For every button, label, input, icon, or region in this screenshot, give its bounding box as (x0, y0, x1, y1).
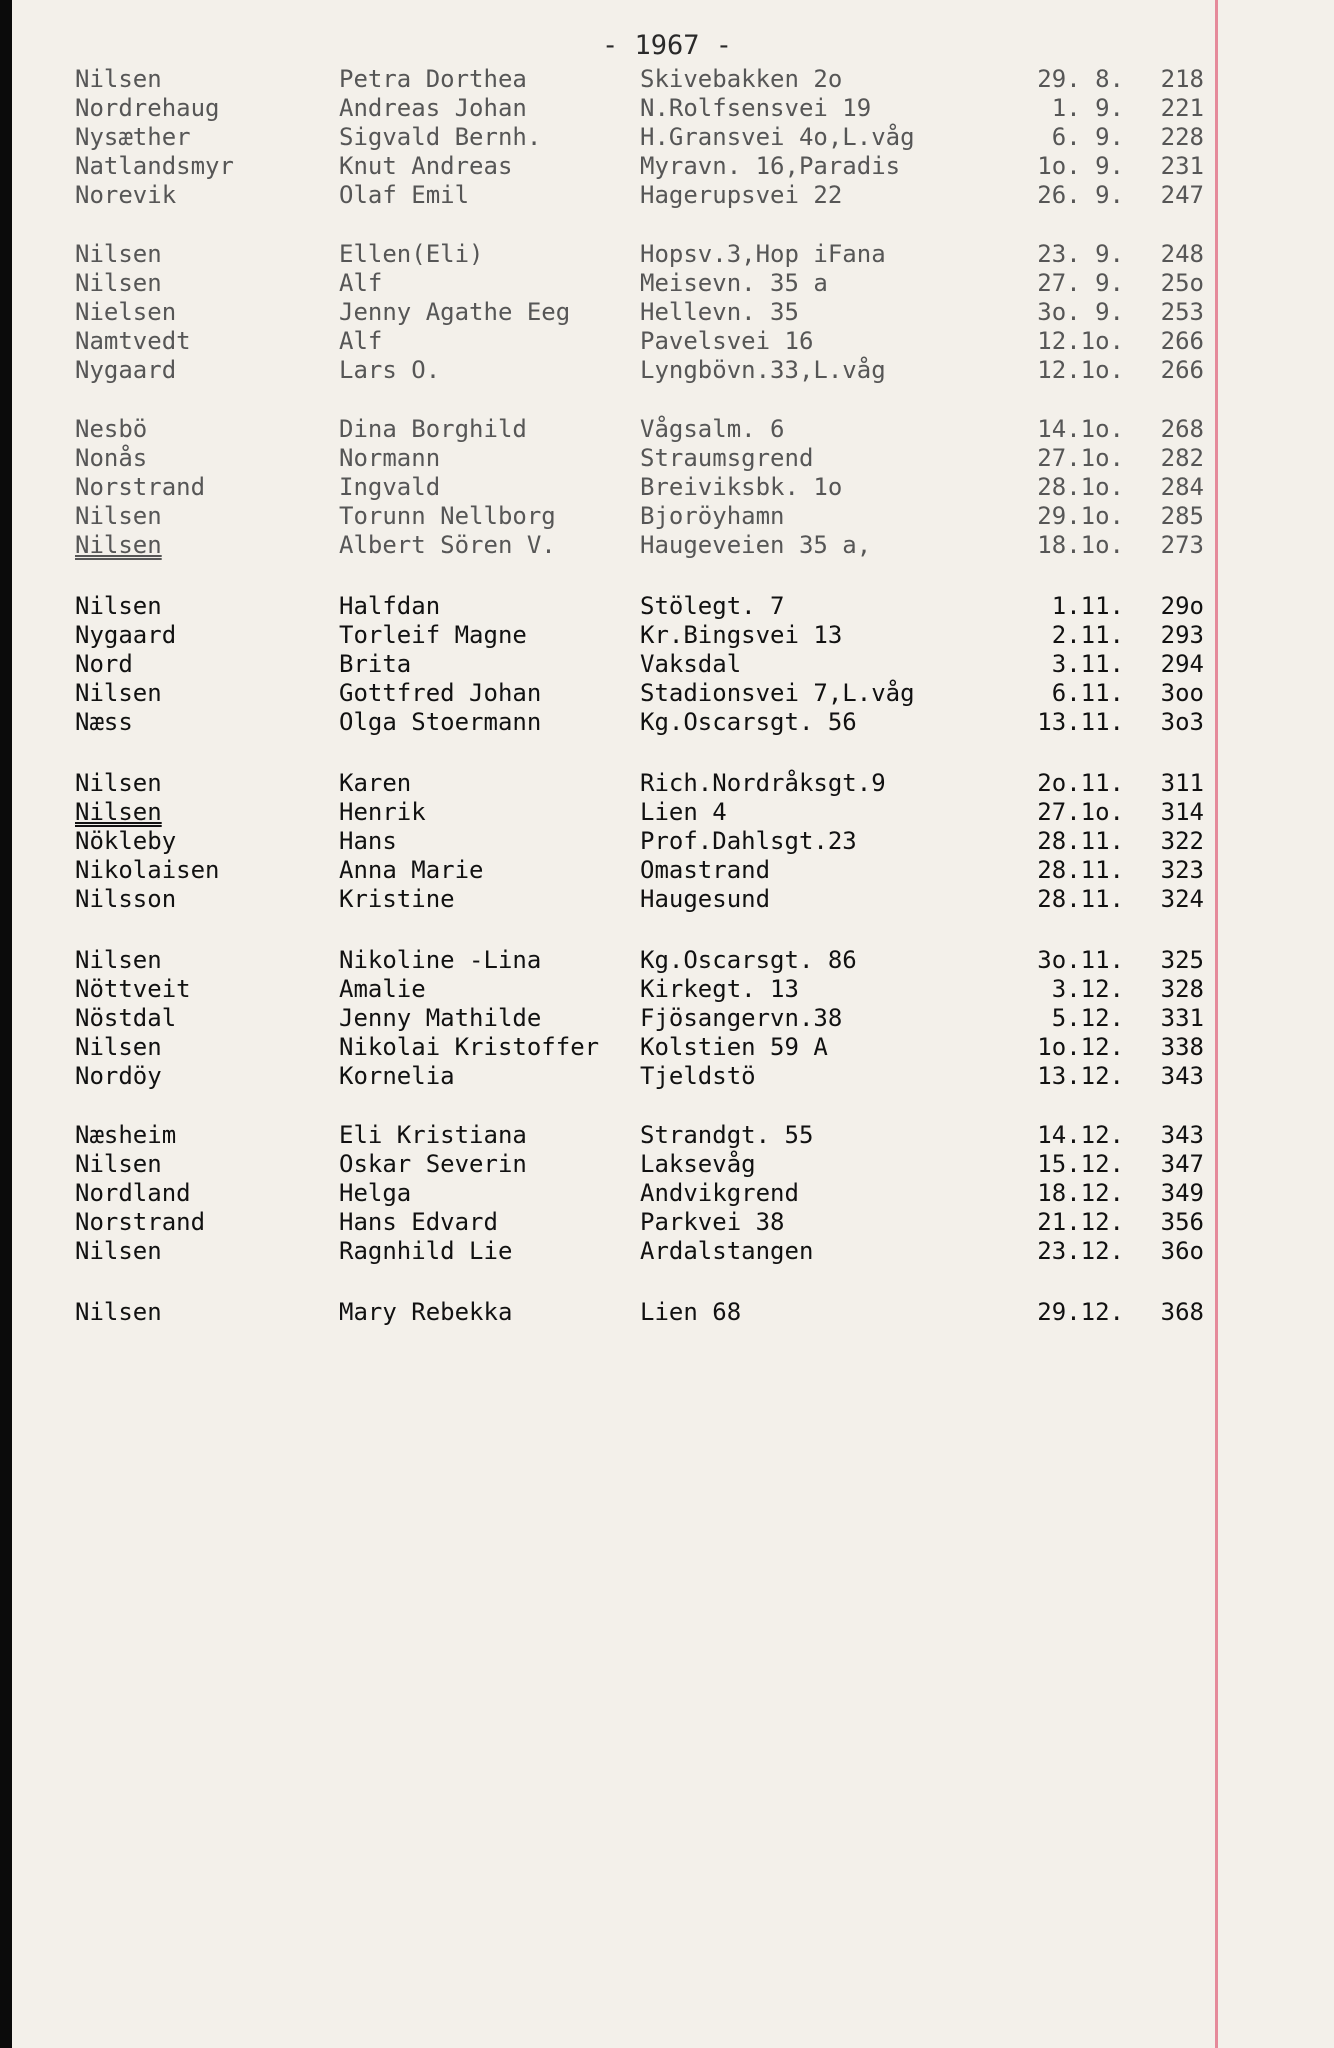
date: 18.1o. (1037, 531, 1124, 559)
given-names: Torleif Magne (339, 621, 527, 649)
surname: Nikolaisen (75, 856, 220, 884)
given-names: Olaf Emil (339, 181, 470, 209)
date: 28.11. (1037, 856, 1124, 884)
register-entry (12, 620, 1334, 650)
register-entry (12, 297, 1334, 327)
surname: Nesbö (75, 415, 148, 443)
entry-number: 228 (1160, 123, 1204, 151)
surname: Norstrand (75, 1208, 206, 1236)
entry-number: 356 (1160, 1208, 1204, 1236)
address: Parkvei 38 (640, 1208, 785, 1236)
address: Prof.Dahlsgt.23 (640, 827, 857, 855)
date: 2o.11. (1037, 769, 1124, 797)
address: Tjeldstö (640, 1062, 756, 1090)
given-names: Torunn Nellborg (339, 502, 556, 530)
address: Kolstien 59 A (640, 1033, 828, 1061)
address: Kg.Oscarsgt. 86 (640, 946, 857, 974)
register-entry (12, 1003, 1334, 1033)
given-names: Kristine (339, 885, 455, 913)
entry-number: 221 (1160, 94, 1204, 122)
given-names: Henrik (339, 798, 426, 826)
date: 27. 9. (1037, 269, 1124, 297)
date: 1. 9. (1051, 94, 1124, 122)
register-entry (12, 1236, 1334, 1266)
surname: Nilsen (75, 769, 162, 797)
date: 21.12. (1037, 1208, 1124, 1236)
address: Fjösangervn.38 (640, 1004, 843, 1032)
surname: Namtvedt (75, 327, 191, 355)
entry-number: 324 (1160, 885, 1204, 913)
address: Kr.Bingsvei 13 (640, 621, 843, 649)
address: Lien 4 (640, 798, 727, 826)
address: Haugeveien 35 a, (640, 531, 872, 559)
entry-number: 349 (1160, 1179, 1204, 1207)
given-names: Normann (339, 444, 441, 472)
address: Meisevn. 35 a (640, 269, 828, 297)
register-entry (12, 678, 1334, 708)
entry-number: 25o (1160, 269, 1204, 297)
entry-number: 247 (1160, 181, 1204, 209)
surname: Nord (75, 650, 133, 678)
given-names: Amalie (339, 975, 426, 1003)
given-names: Alf (339, 327, 383, 355)
entry-number: 347 (1160, 1150, 1204, 1178)
surname: Næsheim (75, 1121, 177, 1149)
date: 3o.11. (1037, 946, 1124, 974)
surname: Nökleby (75, 827, 177, 855)
register-entry (12, 151, 1334, 181)
date: 13.12. (1037, 1062, 1124, 1090)
given-names: Halfdan (339, 592, 441, 620)
entry-number: 331 (1160, 1004, 1204, 1032)
surname: Nilsen (75, 1298, 162, 1326)
register-entry (12, 122, 1334, 152)
surname: Nöstdal (75, 1004, 177, 1032)
given-names: Albert Sören V. (339, 531, 556, 559)
date: 23. 9. (1037, 240, 1124, 268)
page-title: - 1967 - (602, 30, 733, 61)
register-entry (12, 1032, 1334, 1062)
given-names: Oskar Severin (339, 1150, 527, 1178)
surname: Nilsen (75, 502, 162, 530)
surname: Nilsen (75, 1237, 162, 1265)
date: 26. 9. (1037, 181, 1124, 209)
date: 1.11. (1051, 592, 1124, 620)
address: Rich.Nordråksgt.9 (640, 769, 886, 797)
address: Lien 68 (640, 1298, 742, 1326)
entry-number: 343 (1160, 1062, 1204, 1090)
date: 23.12. (1037, 1237, 1124, 1265)
surname: Nilsson (75, 885, 177, 913)
register-entry (12, 768, 1334, 798)
entry-number: 343 (1160, 1121, 1204, 1149)
given-names: Hans (339, 827, 397, 855)
surname: Nielsen (75, 298, 177, 326)
given-names: Jenny Mathilde (339, 1004, 542, 1032)
address: Ardalstangen (640, 1237, 814, 1265)
register-entry (12, 268, 1334, 298)
date: 12.1o. (1037, 356, 1124, 384)
date: 29.1o. (1037, 502, 1124, 530)
date: 5.12. (1051, 1004, 1124, 1032)
entry-number: 293 (1160, 621, 1204, 649)
register-entry (12, 945, 1334, 975)
date: 27.1o. (1037, 798, 1124, 826)
entry-number: 253 (1160, 298, 1204, 326)
register-entry (12, 443, 1334, 473)
register-entry (12, 472, 1334, 502)
entry-number: 266 (1160, 356, 1204, 384)
address: Lyngbövn.33,L.våg (640, 356, 886, 384)
address: Vaksdal (640, 650, 742, 678)
register-entry (12, 1061, 1334, 1091)
register-entry (12, 591, 1334, 621)
given-names: Ingvald (339, 473, 441, 501)
entry-number: 29o (1160, 592, 1204, 620)
given-names: Brita (339, 650, 412, 678)
register-entry (12, 64, 1334, 94)
date: 2.11. (1051, 621, 1124, 649)
register-entry (12, 1120, 1334, 1150)
entry-number: 285 (1160, 502, 1204, 530)
entry-number: 338 (1160, 1033, 1204, 1061)
surname: Nordöy (75, 1062, 162, 1090)
date: 27.1o. (1037, 444, 1124, 472)
register-entry (12, 501, 1334, 531)
surname: Natlandsmyr (75, 152, 234, 180)
address: Myravn. 16,Paradis (640, 152, 901, 180)
date: 6.11. (1051, 679, 1124, 707)
entry-number: 368 (1160, 1298, 1204, 1326)
surname: Nilsen (75, 531, 162, 559)
entry-number: 314 (1160, 798, 1204, 826)
date: 3o. 9. (1037, 298, 1124, 326)
given-names: Sigvald Bernh. (339, 123, 542, 151)
given-names: Alf (339, 269, 383, 297)
register-entry (12, 1149, 1334, 1179)
address: Laksevåg (640, 1150, 756, 1178)
given-names: Helga (339, 1179, 412, 1207)
surname: Næss (75, 708, 133, 736)
given-names: Eli Kristiana (339, 1121, 527, 1149)
given-names: Lars O. (339, 356, 441, 384)
address: Haugesund (640, 885, 771, 913)
entry-number: 294 (1160, 650, 1204, 678)
given-names: Knut Andreas (339, 152, 513, 180)
entry-number: 323 (1160, 856, 1204, 884)
register-entry (12, 884, 1334, 914)
entry-number: 266 (1160, 327, 1204, 355)
register-entry (12, 826, 1334, 856)
address: H.Gransvei 4o,L.våg (640, 123, 915, 151)
date: 28.11. (1037, 827, 1124, 855)
surname: Nilsen (75, 798, 162, 826)
address: Stölegt. 7 (640, 592, 785, 620)
register-entry (12, 707, 1334, 737)
date: 12.1o. (1037, 327, 1124, 355)
address: Hopsv.3,Hop iFana (640, 240, 886, 268)
date: 29.12. (1037, 1298, 1124, 1326)
entry-number: 248 (1160, 240, 1204, 268)
given-names: Karen (339, 769, 412, 797)
entry-number: 311 (1160, 769, 1204, 797)
register-entry (12, 649, 1334, 679)
date: 15.12. (1037, 1150, 1124, 1178)
address: Kirkegt. 13 (640, 975, 799, 1003)
surname: Nilsen (75, 592, 162, 620)
entry-number: 268 (1160, 415, 1204, 443)
address: Skivebakken 2o (640, 65, 843, 93)
register-entry (12, 239, 1334, 269)
surname: Nilsen (75, 679, 162, 707)
surname: Nonås (75, 444, 148, 472)
given-names: Ellen(Eli) (339, 240, 484, 268)
given-names: Nikoline -Lina (339, 946, 542, 974)
surname: Nilsen (75, 1150, 162, 1178)
surname: Nilsen (75, 269, 162, 297)
date: 29. 8. (1037, 65, 1124, 93)
register-entry (12, 355, 1334, 385)
entry-number: 218 (1160, 65, 1204, 93)
given-names: Mary Rebekka (339, 1298, 513, 1326)
register-entry (12, 855, 1334, 885)
address: Breiviksbk. 1o (640, 473, 843, 501)
address: Bjoröyhamn (640, 502, 785, 530)
address: Stadionsvei 7,L.våg (640, 679, 915, 707)
surname: Nordland (75, 1179, 191, 1207)
given-names: Petra Dorthea (339, 65, 527, 93)
address: Kg.Oscarsgt. 56 (640, 708, 857, 736)
surname: Nygaard (75, 356, 177, 384)
surname: Nordrehaug (75, 94, 220, 122)
register-entry (12, 974, 1334, 1004)
document-page (12, 0, 1334, 2048)
address: Hagerupsvei 22 (640, 181, 843, 209)
surname: Nysæther (75, 123, 191, 151)
date: 6. 9. (1051, 123, 1124, 151)
date: 28.1o. (1037, 473, 1124, 501)
given-names: Kornelia (339, 1062, 455, 1090)
surname: Nilsen (75, 946, 162, 974)
date: 1o.12. (1037, 1033, 1124, 1061)
given-names: Gottfred Johan (339, 679, 542, 707)
address: Hellevn. 35 (640, 298, 799, 326)
date: 18.12. (1037, 1179, 1124, 1207)
entry-number: 328 (1160, 975, 1204, 1003)
register-entry (12, 1178, 1334, 1208)
address: Vågsalm. 6 (640, 415, 785, 443)
given-names: Andreas Johan (339, 94, 527, 122)
register-entry (12, 797, 1334, 827)
given-names: Anna Marie (339, 856, 484, 884)
entry-number: 325 (1160, 946, 1204, 974)
entry-number: 282 (1160, 444, 1204, 472)
given-names: Hans Edvard (339, 1208, 498, 1236)
address: N.Rolfsensvei 19 (640, 94, 872, 122)
date: 3.12. (1051, 975, 1124, 1003)
date: 14.12. (1037, 1121, 1124, 1149)
surname: Norevik (75, 181, 177, 209)
register-entry (12, 180, 1334, 210)
register-entry (12, 530, 1334, 560)
address: Andvikgrend (640, 1179, 799, 1207)
register-entry (12, 1207, 1334, 1237)
date: 28.11. (1037, 885, 1124, 913)
surname: Norstrand (75, 473, 206, 501)
given-names: Jenny Agathe Eeg (339, 298, 571, 326)
surname: Nygaard (75, 621, 177, 649)
given-names: Dina Borghild (339, 415, 527, 443)
entry-number: 322 (1160, 827, 1204, 855)
given-names: Nikolai Kristoffer (339, 1033, 600, 1061)
address: Pavelsvei 16 (640, 327, 814, 355)
address: Omastrand (640, 856, 771, 884)
date: 1o. 9. (1037, 152, 1124, 180)
entry-number: 231 (1160, 152, 1204, 180)
surname: Nilsen (75, 65, 162, 93)
surname: Nilsen (75, 1033, 162, 1061)
given-names: Olga Stoermann (339, 708, 542, 736)
register-entry (12, 1297, 1334, 1327)
register-entry (12, 326, 1334, 356)
date: 14.1o. (1037, 415, 1124, 443)
date: 13.11. (1037, 708, 1124, 736)
surname: Nöttveit (75, 975, 191, 1003)
entry-number: 3oo (1160, 679, 1204, 707)
date: 3.11. (1051, 650, 1124, 678)
address: Strandgt. 55 (640, 1121, 814, 1149)
given-names: Ragnhild Lie (339, 1237, 513, 1265)
entry-number: 273 (1160, 531, 1204, 559)
entry-number: 284 (1160, 473, 1204, 501)
entry-number: 36o (1160, 1237, 1204, 1265)
entry-number: 3o3 (1160, 708, 1204, 736)
register-entry (12, 414, 1334, 444)
address: Straumsgrend (640, 444, 814, 472)
surname: Nilsen (75, 240, 162, 268)
register-entry (12, 93, 1334, 123)
